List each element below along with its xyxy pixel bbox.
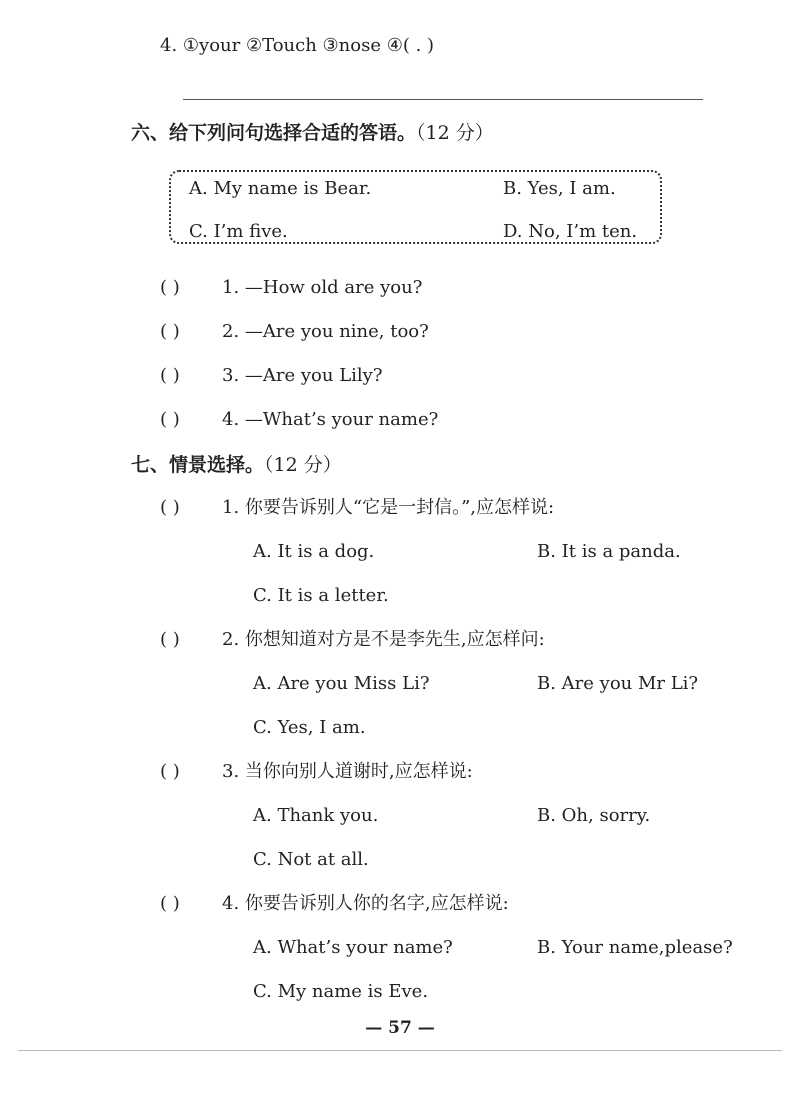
section7-q2-option-c: C. Yes, I am.	[253, 717, 366, 738]
section7-q4-option-c: C. My name is Eve.	[253, 981, 429, 1002]
section7-question-1: 1. 你要告诉别人“它是一封信。”,应怎样说:	[222, 497, 555, 518]
section7-q2-option-a: A. Are you Miss Li?	[253, 673, 430, 694]
section7-q3-option-b: B. Oh, sorry.	[537, 805, 651, 826]
section7-q4-option-a: A. What’s your name?	[253, 937, 453, 958]
page-number: — 57 —	[365, 1018, 435, 1038]
section7-q4-option-b: B. Your name,please?	[537, 937, 733, 958]
section6-heading	[131, 121, 494, 145]
answer-blank[interactable]: ( )	[160, 497, 180, 518]
q4-answer-line: 4. ①your ②Touch ③nose ④( . )	[160, 35, 435, 56]
answer-blank[interactable]: ( )	[160, 277, 180, 298]
answer-blank[interactable]: ( )	[160, 365, 180, 386]
section7-question-2: 2. 你想知道对方是不是李先生,应怎样问:	[222, 629, 545, 650]
section6-question-4: 4. —What’s your name?	[222, 409, 439, 430]
section7-question-3: 3. 当你向别人道谢时,应怎样说:	[222, 761, 473, 782]
section6-option-b: B. Yes, I am.	[503, 178, 616, 199]
section7-q3-option-c: C. Not at all.	[253, 849, 369, 870]
section7-q2-option-b: B. Are you Mr Li?	[537, 673, 699, 694]
answer-blank[interactable]: ( )	[160, 629, 180, 650]
section7-question-4: 4. 你要告诉别人你的名字,应怎样说:	[222, 893, 509, 914]
section6-title: 六、给下列问句选择合适的答语。	[131, 122, 417, 144]
section6-option-a: A. My name is Bear.	[189, 178, 372, 199]
section6-option-d: D. No, I’m ten.	[503, 221, 638, 242]
divider-rule	[183, 99, 703, 100]
section7-q1-option-b: B. It is a panda.	[537, 541, 681, 562]
section7-q3-option-a: A. Thank you.	[253, 805, 379, 826]
answer-blank[interactable]: ( )	[160, 761, 180, 782]
answer-blank[interactable]: ( )	[160, 409, 180, 430]
section7-title: 七、情景选择。	[131, 454, 265, 476]
answer-blank[interactable]: ( )	[160, 893, 180, 914]
footer-rule	[18, 1050, 782, 1051]
section6-question-2: 2. —Are you nine, too?	[222, 321, 429, 342]
section7-q1-option-a: A. It is a dog.	[253, 541, 375, 562]
section7-heading	[131, 453, 342, 477]
section6-score: （12 分）	[416, 122, 494, 144]
section7-q1-option-c: C. It is a letter.	[253, 585, 389, 606]
section6-question-1: 1. —How old are you?	[222, 277, 423, 298]
section7-score: （12 分）	[264, 454, 342, 476]
section6-option-c: C. I’m five.	[189, 221, 288, 242]
section6-question-3: 3. —Are you Lily?	[222, 365, 383, 386]
answer-blank[interactable]: ( )	[160, 321, 180, 342]
